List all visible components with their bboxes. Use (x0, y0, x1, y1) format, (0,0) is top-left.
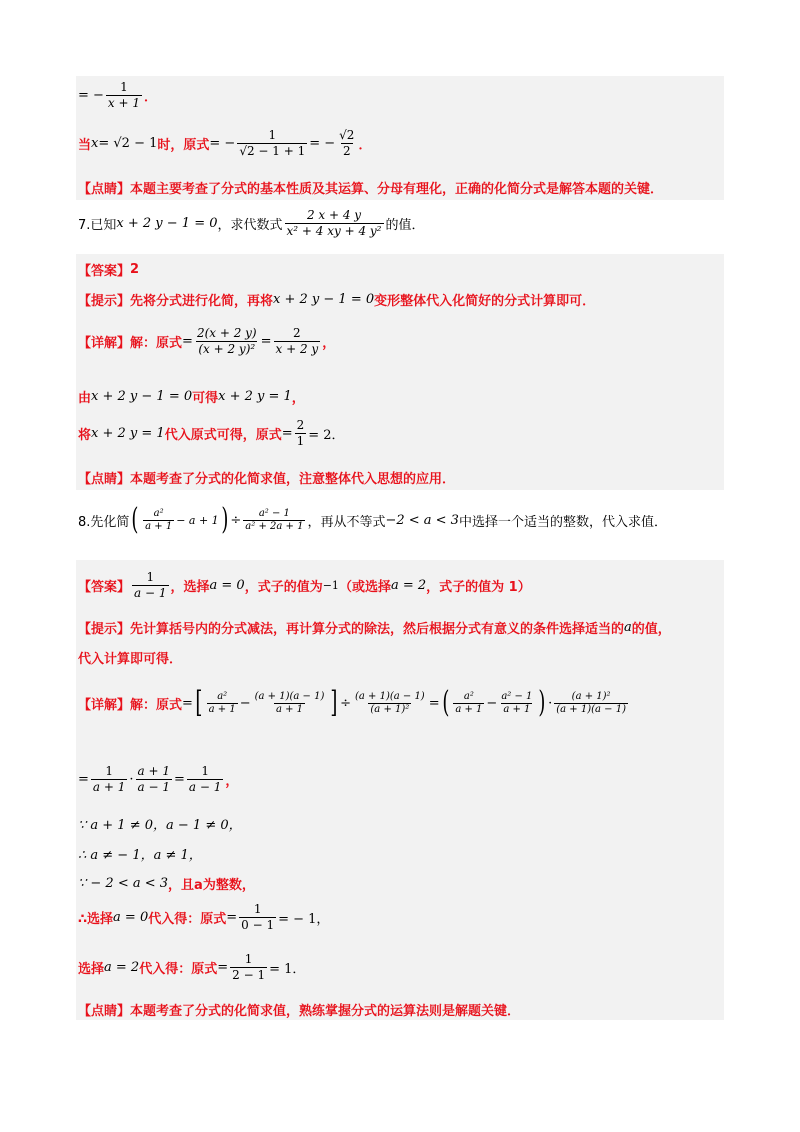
fraction (274, 326, 321, 357)
fraction (187, 764, 223, 795)
q8-hint-line (78, 618, 671, 637)
numerator: 1 (201, 764, 209, 778)
text: 代入得：原式 (139, 962, 218, 977)
math: a = 2 (390, 578, 427, 593)
label-answer: 【答案】 (78, 580, 131, 595)
math: · (548, 695, 553, 711)
math: x + 2 y = 1 (91, 426, 165, 441)
fraction (285, 208, 384, 239)
math: = 1． (269, 962, 306, 977)
math: = (428, 695, 440, 711)
hint-text: 的值， (631, 622, 671, 637)
text: ，式子的值为 (244, 580, 323, 595)
fraction (295, 418, 307, 449)
label-answer: 【答案】 (78, 264, 131, 279)
math: x + 2 y − 1 = 0 (91, 389, 193, 404)
punct: ， (225, 774, 239, 789)
text: 的值． (385, 218, 425, 233)
text: 当 (78, 138, 92, 153)
q8-detail-line: 【详解】 解：原式 = [ $\frac{\text{a²}}{a + 1}$ − $\frac{(a + 1)(a - 1)}{a + 1}$ ] ÷ $\frac{(a + 1)(a - 1)}{\text{(a + 1)²}}$ = ( $\frac{\text{a²}}{a + 1}$ − $\frac{\text{a² − 1}}{a + 1}$ ) · $\frac{\text{(a + 1)²}}{(a + 1)(a - 1)}$ (78, 685, 626, 720)
denominator: 2 − 1 (232, 968, 266, 982)
question-number: 8.先化简 (78, 514, 130, 530)
denominator: 2 (342, 144, 351, 158)
numerator: √2 (339, 128, 355, 142)
q8-dianjing-line (78, 1000, 520, 1019)
q7-substitute-line: 将 x + 2 y = 1 代入原式可得，原式 = $\frac{2}{1}$ = 2． (78, 418, 345, 448)
text: ，再从不等式 (307, 514, 386, 530)
math: = − (78, 88, 104, 103)
q8-step-line-3 (78, 844, 202, 863)
q7-hint-line (78, 290, 595, 309)
numerator: 2 x + 4 y (306, 208, 362, 222)
math: x (91, 136, 99, 151)
fraction (353, 691, 427, 716)
numerator: 1 (120, 80, 128, 94)
q8-step-line-1: = $\frac{1}{a + 1}$ · $\frac{a + 1}{a - 1}$ = $\frac{1}{a - 1}$ ， (78, 764, 239, 794)
math: −2 < a < 3 (385, 512, 459, 528)
numerator: 1 (253, 902, 262, 916)
hint-text: 变形整体代入化简好的分式计算即可． (374, 294, 596, 309)
fraction (239, 902, 276, 933)
fraction (453, 691, 484, 716)
math: a = 0 (113, 910, 149, 925)
detail-text: 解：原式 (130, 697, 183, 713)
fraction (230, 952, 267, 983)
numerator: (a + 1)(a − 1) (254, 690, 325, 702)
fraction (132, 570, 168, 601)
text: ，求代数式 (217, 218, 283, 233)
label-hint: 【提示】 (78, 294, 131, 309)
numerator: 2 (293, 326, 301, 340)
numerator: (a + 1)(a − 1) (354, 690, 425, 702)
denominator: a + 1 (275, 703, 304, 715)
denominator: (x + 2 y)² (198, 342, 256, 356)
math: = (78, 772, 89, 787)
q8-step-line-4 (78, 874, 255, 893)
numerator: 2 (296, 418, 305, 432)
q8-hint-line-2 (78, 648, 182, 667)
math: x + 2 y − 1 = 0 (273, 292, 375, 307)
punct: ， (322, 336, 336, 351)
denominator: (a + 1)(a − 1) (556, 703, 626, 715)
question-8: 8.先化简 ( $\frac{\text{a²}}{a + 1}$ − a + 1 ) ÷ $\frac{\text{a² − 1}}{\text{a² + 2a + 1}}$ ，再从不等式 −2 < a < 3 中选择一个适当的整数，代入求值． (78, 502, 667, 537)
prev-dianjing-line (78, 178, 663, 197)
math: − (239, 695, 251, 711)
text: 代入原式可得，原式 (164, 428, 282, 443)
punct: ． (144, 90, 158, 105)
label-dianjing: 【点睛】 (78, 472, 131, 487)
q7-answer-line (78, 260, 139, 279)
denominator: √2 − 1 + 1 (239, 144, 306, 158)
prev-result-line (78, 80, 157, 111)
fraction (243, 508, 305, 533)
dianjing-text: 本题考查了分式的化简求值，熟练掌握分式的运算法则是解题关键． (130, 1004, 521, 1019)
numerator: a² − 1 (501, 690, 533, 702)
fraction (499, 691, 534, 716)
math: a = 0 (209, 578, 245, 593)
denominator: (a + 1)² (370, 703, 410, 715)
q8-step-line-5: ∴选择 a = 0 代入得：原式 = $\frac{1}{0 - 1}$ = − 1， (78, 902, 330, 932)
q8-step-line-6: 选择 a = 2 代入得：原式 = $\frac{1}{2 - 1}$ = 1． (78, 952, 306, 982)
fraction (136, 764, 172, 795)
label-hint: 【提示】 (78, 622, 131, 637)
denominator: a − 1 (188, 780, 222, 794)
denominator: 1 (296, 434, 305, 448)
question-number: 7.已知 (78, 218, 117, 233)
dianjing-text: 本题考查了分式的化简求值，注意整体代入思想的应用． (130, 472, 456, 487)
label-dianjing: 【点睛】 (78, 1004, 131, 1019)
text: 由 (78, 391, 92, 406)
math: a (624, 620, 632, 635)
math: = − (309, 136, 336, 151)
denominator: a − 1 (134, 586, 167, 600)
q8-step-line-2 (78, 814, 242, 833)
numerator: a² − 1 (258, 507, 290, 519)
math: = − 1， (278, 912, 330, 927)
label-dianjing: 【点睛】 (78, 182, 131, 197)
text: 将 (78, 428, 92, 443)
math: ∵ a + 1 ≠ 0，a − 1 ≠ 0， (78, 818, 242, 833)
numerator: a² (153, 507, 164, 519)
text: ，选择 (170, 580, 210, 595)
q7-step-line: 由 x + 2 y − 1 = 0 可得 x + 2 y = 1 ， (78, 389, 305, 406)
fraction (237, 128, 307, 159)
hint-text: 先计算括号内的分式减法，再计算分式的除法，然后根据分式有意义的条件选择适当的 (130, 622, 625, 637)
text: 时，原式 (157, 138, 210, 153)
fraction (207, 691, 238, 716)
denominator: a + 1 (208, 703, 236, 715)
text: ，式子的值为 1） (426, 580, 531, 595)
math: a = 2 (104, 960, 140, 975)
denominator: x² + 4 xy + 4 y² (286, 224, 382, 238)
hint-text: 代入计算即可得． (78, 652, 183, 667)
fraction (143, 508, 174, 533)
text: （或选择 (338, 580, 391, 595)
math: · (129, 772, 134, 787)
dianjing-text: 本题主要考查了分式的基本性质及其运算、分母有理化，正确的化简分式是解答本题的关键． (130, 182, 664, 197)
denominator: a − 1 (137, 780, 171, 794)
detail-text: 解：原式 (130, 336, 183, 351)
math: ÷ (340, 695, 351, 711)
text: 选择 (78, 962, 105, 977)
denominator: a² + 2a + 1 (245, 520, 304, 532)
denominator: a + 1 (455, 703, 483, 715)
numerator: 1 (105, 764, 113, 778)
numerator: a² (463, 690, 474, 702)
label-detail: 【详解】 (78, 697, 131, 713)
math: x + 2 y − 1 = 0 (116, 216, 218, 231)
fraction (195, 326, 259, 357)
question-7 (78, 208, 425, 239)
denominator: a + 1 (145, 520, 173, 532)
text: ∴选择 (78, 912, 114, 927)
fraction (253, 691, 327, 716)
text: 可得 (192, 391, 219, 406)
math: ÷ (230, 512, 242, 528)
numerator: 1 (146, 570, 155, 584)
prev-substitute-line: 当 x = √2 − 1 时，原式 = − $\frac{1}{√2 - 1 + 1}$ = − $\frac{√2}{2}$ ． (78, 128, 372, 158)
math: ∵ − 2 < a < 3 (78, 876, 169, 891)
math: = √2 − 1 (98, 136, 158, 151)
fraction (554, 691, 628, 716)
denominator: a + 1 (503, 703, 531, 715)
math: ∴ a ≠ − 1，a ≠ 1， (78, 848, 202, 863)
numerator: 2(x + 2 y) (196, 326, 257, 340)
denominator: x + 1 (107, 96, 141, 110)
math: − a + 1 (176, 513, 219, 527)
numerator: 1 (244, 952, 253, 966)
answer-value: 2 (130, 262, 140, 277)
hint-text: 先将分式进行化简，再将 (130, 294, 274, 309)
denominator: 0 − 1 (241, 918, 275, 932)
math: = − (209, 136, 236, 151)
label-detail: 【详解】 (78, 336, 131, 351)
text: 中选择一个适当的整数，代入求值． (458, 514, 667, 530)
numerator: 1 (268, 128, 277, 142)
text: ，且a为整数， (168, 878, 255, 893)
q8-answer-line (78, 570, 531, 601)
fraction (91, 764, 127, 795)
denominator: a + 1 (92, 780, 126, 794)
math: = 2． (308, 428, 345, 443)
q7-detail-line: 【详解】 解：原式 = $\frac{2(x + 2 y)}{\text{(x + 2 y)²}}$ = $\frac{2}{x + 2 y}$ ， (78, 326, 336, 356)
numerator: a + 1 (137, 764, 171, 778)
numerator: a² (217, 690, 228, 702)
math: x + 2 y = 1 (218, 389, 292, 404)
fraction (337, 128, 356, 159)
text: 代入得：原式 (148, 912, 227, 927)
fraction (106, 80, 142, 111)
q7-dianjing-line (78, 468, 455, 487)
denominator: x + 2 y (275, 342, 319, 356)
math: −1 (322, 579, 339, 592)
numerator: (a + 1)² (571, 690, 611, 702)
